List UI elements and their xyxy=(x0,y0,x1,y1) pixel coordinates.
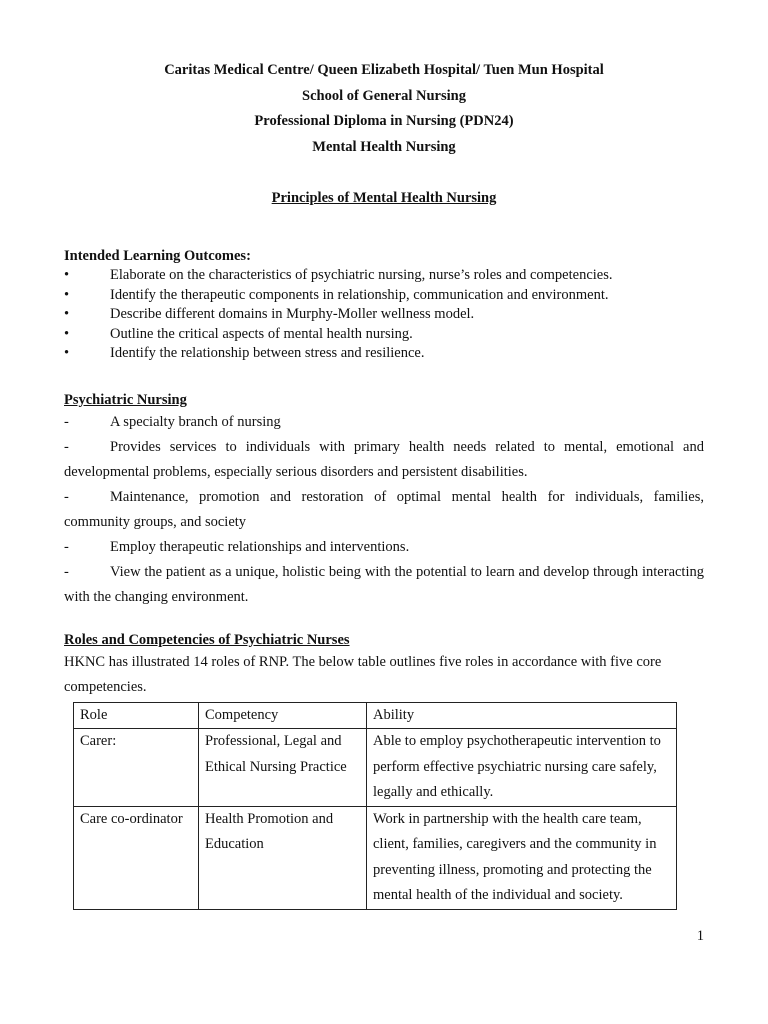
roles-competencies-table xyxy=(73,702,677,910)
bullet-marker: • xyxy=(64,267,70,283)
list-item-text: View the patient as a unique, holistic being with the potential to learn and develop through interacting with the changing environment. xyxy=(64,563,704,605)
document-page xyxy=(64,58,704,910)
table-row xyxy=(74,729,677,807)
header-institutions: Caritas Medical Centre/ Queen Elizabeth Hospital/ Tuen Mun Hospital xyxy=(164,62,604,78)
list-item xyxy=(64,344,704,364)
ilo-list xyxy=(64,266,704,364)
list-item xyxy=(64,286,704,306)
table-cell: Professional, Legal and Ethical Nursing Practice xyxy=(199,729,367,807)
list-item-text: Identify the relationship between stress and resilience. xyxy=(110,345,425,361)
table-cell: Able to employ psychotherapeutic intervention to perform effective psychiatric nursing care safely, legally and ethically. xyxy=(367,729,677,807)
bullet-marker: • xyxy=(64,345,70,361)
list-item xyxy=(64,325,704,345)
list-item-text: Maintenance, promotion and restoration of optimal mental health for individuals, families, community groups, and society xyxy=(64,488,704,530)
list-item xyxy=(64,305,704,325)
dash-marker: - xyxy=(64,488,69,505)
list-item xyxy=(64,266,704,286)
column-header-role: Role xyxy=(74,702,199,729)
list-item-text: Outline the critical aspects of mental health nursing. xyxy=(110,325,413,342)
table-header-row xyxy=(74,702,677,729)
list-item-text: Provides services to individuals with primary health needs related to mental, emotional and developmental problems, especially serious disorders and persistent disabilities. xyxy=(64,438,704,480)
bullet-marker: • xyxy=(64,286,70,303)
list-item-text: A specialty branch of nursing xyxy=(110,413,281,430)
dash-marker: - xyxy=(64,438,69,455)
table-cell: Work in partnership with the health care team, client, families, caregivers and the community in preventing illness, promoting and protecting the mental health of the individual and society. xyxy=(367,806,677,909)
list-item-text: Elaborate on the characteristics of psychiatric nursing, nurse’s roles and competencies. xyxy=(110,267,613,283)
list-item xyxy=(64,410,704,435)
dash-marker: - xyxy=(64,538,69,555)
bullet-marker: • xyxy=(64,325,70,342)
list-item-text: Employ therapeutic relationships and interventions. xyxy=(110,538,410,555)
header-school: School of General Nursing xyxy=(302,87,466,104)
list-item-text: Describe different domains in Murphy-Moller wellness model. xyxy=(110,306,475,322)
header-subject: Mental Health Nursing xyxy=(312,138,456,155)
document-title: Principles of Mental Health Nursing xyxy=(271,190,497,206)
bullet-marker: • xyxy=(64,306,70,322)
header-programme: Professional Diploma in Nursing (PDN24) xyxy=(254,113,514,129)
table-row xyxy=(74,806,677,909)
column-header-competency: Competency xyxy=(199,702,367,729)
list-item xyxy=(64,485,704,535)
list-item xyxy=(64,535,704,560)
table-cell: Health Promotion and Education xyxy=(199,806,367,909)
table-cell: Carer: xyxy=(74,729,199,807)
column-header-ability: Ability xyxy=(367,702,677,729)
psychiatric-nursing-heading: Psychiatric Nursing xyxy=(64,391,187,408)
dash-marker: - xyxy=(64,413,69,430)
page-number: 1 xyxy=(696,928,704,944)
list-item xyxy=(64,560,704,610)
ilo-heading: Intended Learning Outcomes: xyxy=(64,248,251,264)
list-item xyxy=(64,435,704,485)
table-cell: Care co-ordinator xyxy=(74,806,199,909)
list-item-text: Identify the therapeutic components in relationship, communication and environment. xyxy=(110,286,609,303)
roles-heading: Roles and Competencies of Psychiatric Nurses xyxy=(64,631,350,648)
roles-intro: HKNC has illustrated 14 roles of RNP. The below table outlines five roles in accordance with five core competencies. xyxy=(64,653,662,695)
dash-marker: - xyxy=(64,563,69,580)
